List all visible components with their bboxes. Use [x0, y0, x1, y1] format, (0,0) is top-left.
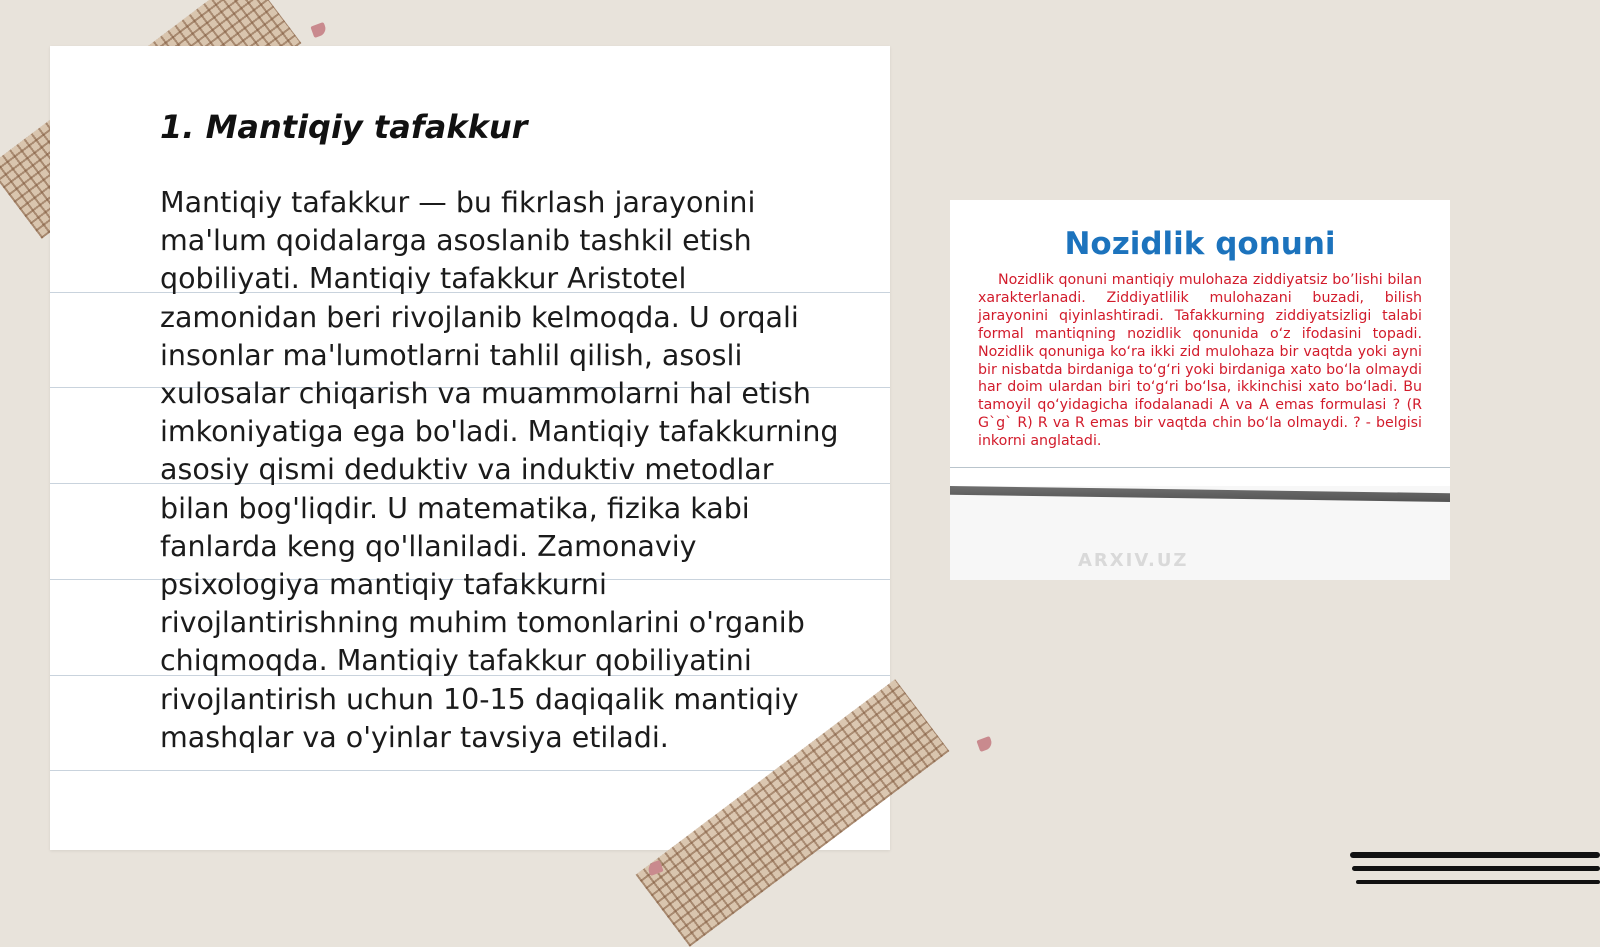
watermark-text: ARXIV.UZ: [1078, 550, 1189, 571]
decorative-brush-stroke: [1356, 880, 1600, 884]
textbook-excerpt-image: [950, 200, 1450, 580]
tape-top-tab: [310, 22, 327, 38]
excerpt-page-edge: [950, 467, 1450, 468]
excerpt-page: [950, 200, 1450, 486]
excerpt-dark-band: [950, 486, 1450, 502]
paper-rule: [50, 770, 890, 771]
decorative-brush-stroke: [1352, 866, 1600, 871]
excerpt-text: Nozidlik qonuni mantiqiy mulohaza ziddiyatsiz bo’lishi bilan xarakterlanadi. Ziddiyatlilik mulohazani buzadi, bilish jarayonini qiyinlashtiradi. Tafakkurning ziddiyatsizligi talabi formal mantiqning nozidlik qonunida o‘z ifodasini topadi. Nozidlik qonuniga ko‘ra ikki zid mulohaza bir vaqtda yoki ayni bir nisbatda birdaniga to‘g‘ri yoki birdaniga xato bo‘la olmaydi har doim ulardan biri to‘g‘ri bo‘lsa, ikkinchisi xato bo‘ladi. Bu tamoyil qo‘yidagicha ifodalanadi A va A emas formulasi ? (R G`g` R) R va R emas bir vaqtda chin bo‘la olmaydi. ? - belgisi inkorni anglatadi.: [978, 272, 1422, 450]
lined-paper-card: [50, 46, 890, 850]
section-heading: 1. Mantiqiy tafakkur: [160, 108, 528, 146]
decorative-brush-stroke: [1350, 852, 1600, 858]
body-paragraph: Mantiqiy tafakkur — bu fikrlash jarayonini ma'lum qoidalarga asoslanib tashkil etish qobiliyati. Mantiqiy tafakkur Aristotel zamonidan beri rivojlanib kelmoqda. U orqali insonlar ma'lumotlarni tahlil qilish, asosli xulosalar chiqarish va muammolarni hal etish imkoniyatiga ega bo'ladi. Mantiqiy tafakkurning asosiy qismi deduktiv va induktiv metodlar bilan bog'liqdir. U matematika, fizika kabi fanlarda keng qo'llaniladi. Zamonaviy psixologiya mantiqiy tafakkurni rivojlantirishning muhim tomonlarini o'rganib chiqmoqda. Mantiqiy tafakkur qobiliyatini rivojlantirish uchun 10-15 daqiqalik mantiqiy mashqlar va o'yinlar tavsiya etiladi.: [160, 186, 839, 754]
excerpt-title: Nozidlik qonuni: [1064, 226, 1336, 262]
tape-bottom-tab: [976, 736, 993, 752]
